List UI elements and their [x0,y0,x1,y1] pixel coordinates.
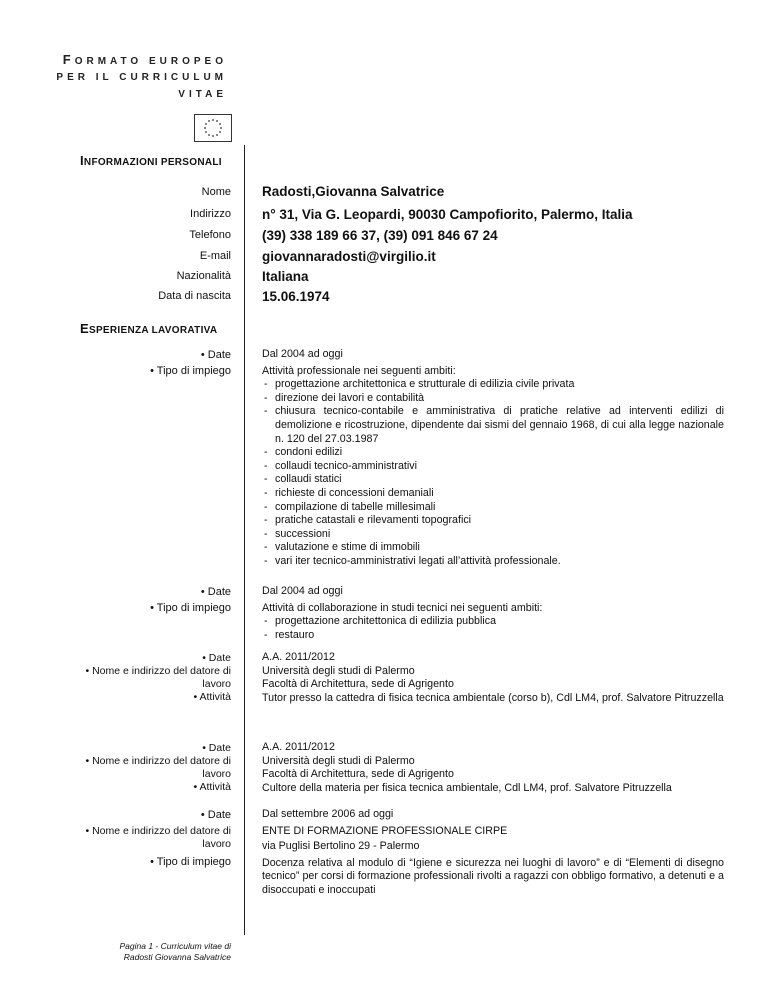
entry2-label-date: • Date [200,586,231,598]
entry4-label-activity: • Attività [193,781,231,793]
section-initial: I [80,153,84,168]
cv-title-line1 [0,52,227,67]
entry4-content [262,741,724,795]
label-nome: Nome [201,186,231,198]
value-nazionalita: Italiana [262,269,309,284]
entry3-date: A.A. 2011/2012 [262,651,335,663]
entry5-date: Dal settembre 2006 ad oggi [262,808,394,820]
entry4-employer-sede: Facoltà di Architettura, sede di Agrigento [262,768,454,781]
section-initial: E [80,321,89,336]
entry5-label-employer: • Nome e indirizzo del datore di [85,825,231,837]
list-item: - collaudi statici [262,473,724,487]
list-item: - compilazione di tabelle millesimali [262,501,724,515]
entry5-label-employer-cont: lavoro [202,838,231,850]
entry3-activity: Tutor presso la cattedra di fisica tecnica ambientale (corso b), Cdl LM4, prof. Salvatore Pitruzzella [262,691,724,704]
entry5-activity: Docenza relativa al modulo di “Igiene e sicurezza nei luoghi di lavoro” e di “Elementi di disegno tecnico” per corsi di formazione professionali rivolti a ragazzi con obbligo formativo, a detenuti e a disoccupati e inoccupati [262,856,724,896]
value-nome: Radosti,Giovanna Salvatrice [262,184,445,199]
footer-line2: Radosti Giovanna Salvatrice [123,952,231,962]
entry5-label-type: • Tipo di impiego [150,856,231,868]
entry1-content [262,348,724,569]
cv-title-line3: VITAE [178,89,227,100]
entry1-label-type: • Tipo di impiego [150,365,231,377]
value-telefono: (39) 338 189 66 37, (39) 091 846 67 24 [262,228,498,243]
cv-title-line2: PER IL CURRICULUM [56,72,227,83]
entry4-label-date: • Date [202,742,231,754]
entry5-employer-address: via Puglisi Bertolino 29 - Palermo [262,840,420,853]
entry3-label-activity: • Attività [193,691,231,703]
value-email[interactable]: giovannaradosti@virgilio.it [262,249,436,264]
section-personal-info [80,153,222,168]
value-data-nascita: 15.06.1974 [262,289,330,304]
list-item: - condoni edilizi [262,446,724,460]
entry2-label-type: • Tipo di impiego [150,602,231,614]
label-email: E-mail [199,250,231,262]
list-item: - pratiche catastali e rilevamenti topografici [262,514,724,528]
list-item: - successioni [262,528,724,542]
entry4-employer: Università degli studi di Palermo [262,754,415,767]
entry3-content [262,651,724,705]
entry1-list [262,378,724,568]
title-rest: ORMATO EUROPEO [74,56,227,67]
list-item: - vari iter tecnico-amministrativi legati all’attività professionale. [262,555,724,569]
list-item: - richieste di concessioni demaniali [262,487,724,501]
page-footer [80,941,231,963]
entry4-date: A.A. 2011/2012 [262,741,335,753]
list-item: - direzione dei lavori e contabilità [262,392,724,406]
label-telefono: Telefono [189,229,231,241]
section-work-experience [80,321,217,336]
entry5-label-date: • Date [200,809,231,821]
eu-flag-icon [194,114,232,142]
list-item: - chiusura tecnico-contabile e amministrativa di pratiche relative ad interventi edilizi di demolizione e ricostruzione, dipendente dai sismi del gennaio 1968, di cui alla legge nazionale n. 120 del 27.03.1987 [262,405,724,446]
entry2-list [262,615,724,642]
list-item: - restauro [262,629,724,643]
label-nazionalita: Nazionalità [176,270,231,282]
entry3-employer: Università degli studi di Palermo [262,664,415,677]
entry3-label-date: • Date [202,652,231,664]
entry3-label-employer-cont: lavoro [202,678,231,690]
entry1-date: Dal 2004 ad oggi [262,348,343,360]
entry1-intro: Attività professionale nei seguenti ambiti: [262,364,456,377]
list-item: - valutazione e stime di immobili [262,541,724,555]
list-item: - collaudi tecnico-amministrativi [262,460,724,474]
column-divider [244,145,245,935]
label-data-nascita: Data di nascita [158,290,231,302]
section-title-rest: SPERIENZA LAVORATIVA [88,325,218,336]
title-initial: F [62,52,75,67]
entry4-activity: Cultore della materia per fisica tecnica ambientale, Cdl LM4, prof. Salvatore Pitruzzella [262,781,672,794]
value-indirizzo: n° 31, Via G. Leopardi, 90030 Campofiorito, Palermo, Italia [262,207,633,222]
entry4-label-employer-cont: lavoro [202,768,231,780]
section-title-rest: NFORMAZIONI PERSONALI [83,157,222,168]
entry2-intro: Attività di collaborazione in studi tecnici nei seguenti ambiti: [262,601,543,614]
list-item: - progettazione architettonica e strutturale di edilizia civile privata [262,378,724,392]
entry3-employer-sede: Facoltà di Architettura, sede di Agrigento [262,678,454,691]
label-indirizzo: Indirizzo [190,208,231,220]
entry3-label-employer: • Nome e indirizzo del datore di [85,665,231,677]
list-item: - progettazione architettonica di edilizia pubblica [262,615,724,629]
entry5-content [262,808,724,898]
footer-line1: Pagina 1 - Curriculum vitae di [119,941,231,951]
entry1-label-date: • Date [200,349,231,361]
entry4-label-employer: • Nome e indirizzo del datore di [85,755,231,767]
entry2-content [262,585,724,642]
entry2-date: Dal 2004 ad oggi [262,585,343,597]
entry5-employer: ENTE DI FORMAZIONE PROFESSIONALE CIRPE [262,824,508,837]
